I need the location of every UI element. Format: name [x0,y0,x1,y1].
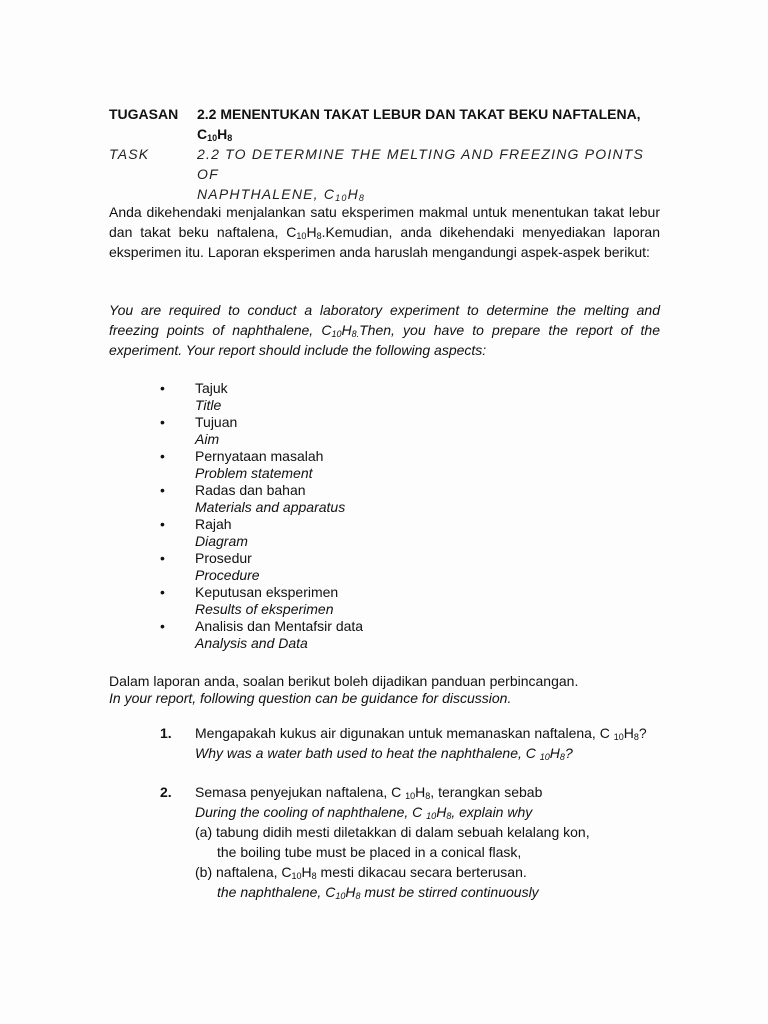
aspect-item: • Prosedur Procedure [160,550,260,583]
bullet-icon: • [160,482,165,498]
aspect-item: • Radas dan bahan Materials and apparatus [160,482,346,515]
aspect-item: • Pernyataan masalah Problem statement [160,448,324,481]
bullet-icon: • [160,618,165,634]
question-english: Why was a water bath used to heat the naphthalene, C $_{10}H_8$? [195,745,573,762]
question-1 [109,723,669,763]
question-body: Semasa penyejukan naftalena, C $_{10}H_8$, terangkan sebab During the cooling of naphthalene, C $_{10}H_8$, explain why (a) tabung didih mesti diletakkan di dalam sebuah kelalang kon, the boiling tube must be placed in a conical flask, (b) naftalena, $C_{10}H_8$ mesti dikacau secara berterusan. the naphthalene, $C_{10}H_8$ must be stirred continuously [195,782,669,902]
question-number: 1. [160,725,172,741]
bullet-icon: • [160,448,165,464]
intro-paragraph-malay: Anda dikehendaki menjalankan satu eksperimen makmal untuk menentukan takat lebur dan takat beku naftalena, $C_{10}H_8.Kemudian$, anda dikehendaki menyediakan laporan eksperimen itu. Laporan eksperimen anda haruslah mengandungi aspek-aspek berikut: [109,204,660,260]
question-english: During the cooling of naphthalene, C $_{10}H_8$, explain why [195,804,533,821]
question-body: Mengapakah kukus air digunakan untuk memanaskan naftalena, C $_{10}H_8$? Why was a water bath used to heat the naphthalene, C $_{10}H_8$? [195,723,669,763]
question-2 [109,782,669,902]
aspect-item: • Tujuan Aim [160,414,238,447]
title-malay: 2.2 MENENTUKAN TAKAT LEBUR DAN TAKAT BEKU NAFTALENA, $C_{10}H_8$ [197,106,641,143]
aspects-list [109,380,629,652]
sub-question-a-english: the boiling tube must be placed in a conical flask, [217,844,522,860]
bullet-icon: • [160,584,165,600]
title-english: 2.2 TO DETERMINE THE MELTING AND FREEZING POINTS OF NAPHTHALENE, $C_{10}H_8$ [197,146,645,203]
bullet-icon: • [160,550,165,566]
task-title-block [109,104,669,204]
sub-question-b-english: the naphthalene, $C_{10}H_8$ must be stirred continuously [217,884,539,901]
sub-question-b: (b) naftalena, $C_{10}H_8$ mesti dikacau secara berterusan. [195,864,527,881]
title-row-malay [109,104,669,144]
bullet-icon: • [160,380,165,396]
aspect-item: • Tajuk Title [160,380,228,413]
guidance-text: Dalam laporan anda, soalan berikut boleh dijadikan panduan perbincangan. In your report, following question can be guidance for discussion. [109,673,579,706]
aspect-item: • Keputusan eksperimen Results of eksperimen [160,584,339,617]
sub-question-a: (a) tabung didih mesti diletakkan di dalam sebuah kelalang kon, [195,824,590,840]
aspect-item: • Rajah Diagram [160,516,248,549]
intro-paragraph-english: You are required to conduct a laboratory experiment to determine the melting and freezing points of naphthalene, $C_{10}H_{8.}Then$, you have to prepare the report of the experiment. Your report should include the following aspects: [109,302,660,358]
bullet-icon: • [160,516,165,532]
label-tugasan: TUGASAN [109,106,179,122]
aspect-item: • Analisis dan Mentafsir data Analysis and Data [160,618,364,651]
bullet-icon: • [160,414,165,430]
title-row-english [109,144,669,204]
question-number: 2. [160,784,172,800]
label-task: TASK [109,146,150,162]
